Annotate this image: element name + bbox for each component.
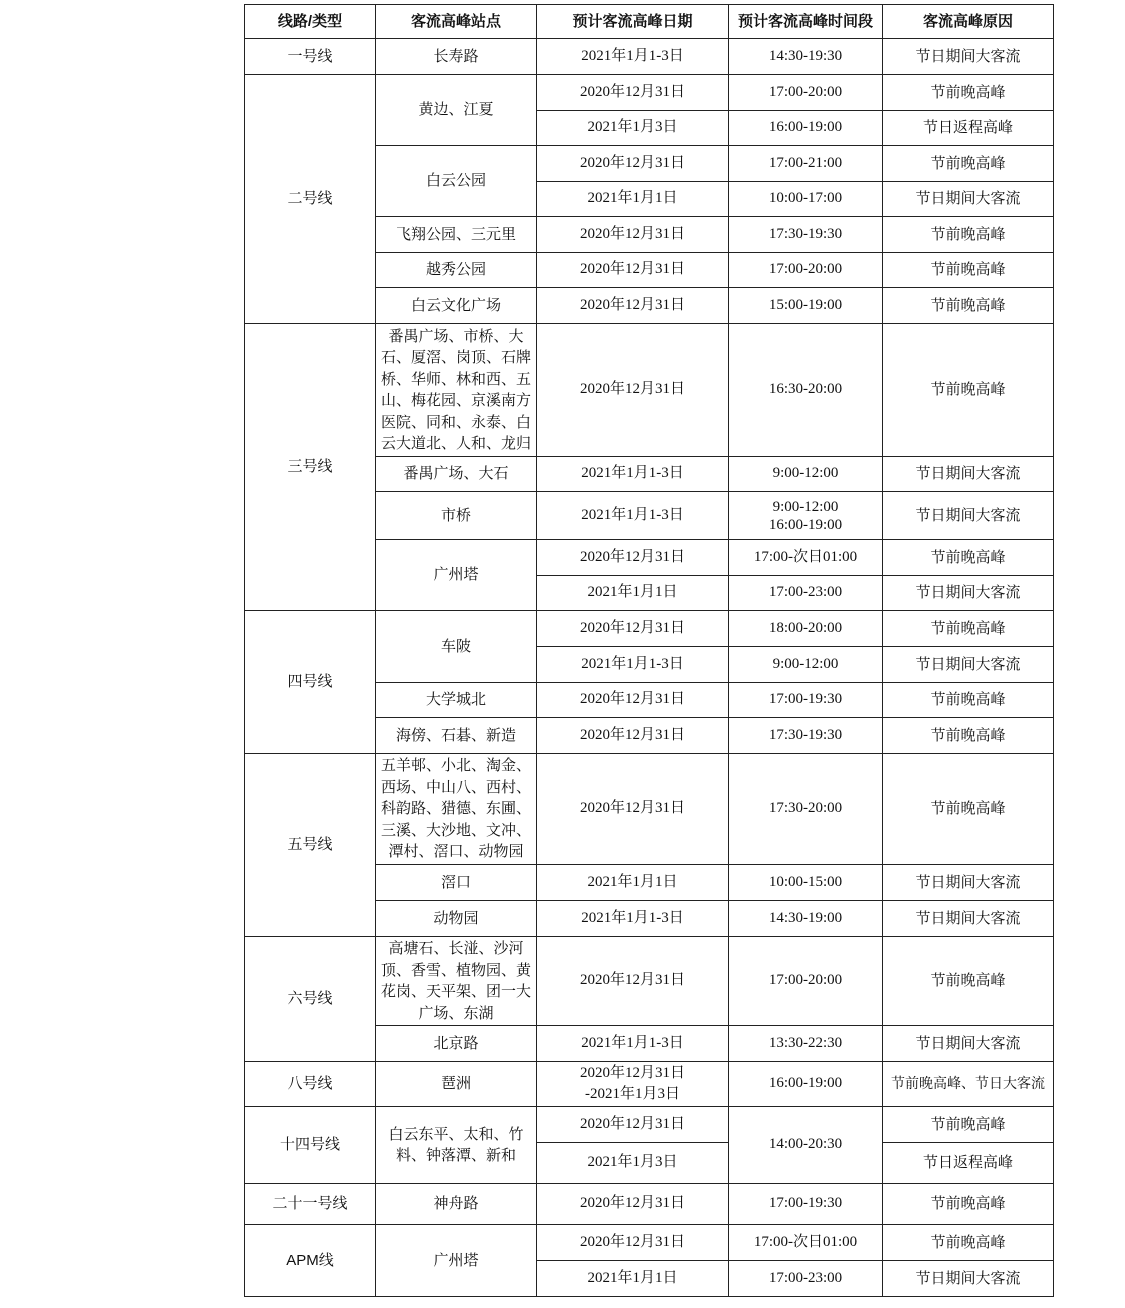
date-cell: 2020年12月31日	[537, 75, 729, 111]
station-cell: 海傍、石碁、新造	[376, 718, 537, 754]
station-cell: 广州塔	[376, 1225, 537, 1297]
date-cell: 2020年12月31日	[537, 718, 729, 754]
line-name: 五号线	[245, 754, 376, 937]
table-row	[245, 611, 1054, 647]
time-cell: 17:00-23:00	[729, 1261, 883, 1297]
line-name: 二号线	[245, 75, 376, 324]
date-cell: 2020年12月31日	[537, 1225, 729, 1261]
date-cell: 2020年12月31日	[537, 217, 729, 253]
date-cell: 2021年1月1-3日	[537, 39, 729, 75]
line-name: 二十一号线	[245, 1184, 376, 1225]
reason-cell: 节日期间大客流	[883, 1261, 1054, 1297]
reason-cell: 节日期间大客流	[883, 182, 1054, 217]
station-cell: 番禺广场、市桥、大 石、厦滘、岗顶、石牌 桥、华师、林和西、五 山、梅花园、京溪南方 医院、同和、永泰、白 云大道北、人和、龙归	[376, 324, 537, 457]
time-cell: 17:00-19:30	[729, 1184, 883, 1225]
reason-cell: 节前晚高峰	[883, 754, 1054, 865]
time-cell: 14:30-19:30	[729, 39, 883, 75]
table-row	[245, 937, 1054, 1026]
time-cell: 13:30-22:30	[729, 1026, 883, 1062]
reason-cell: 节前晚高峰	[883, 611, 1054, 647]
header-time: 预计客流高峰时间段	[729, 5, 883, 39]
table-row	[245, 75, 1054, 111]
time-cell: 9:00-12:00	[729, 647, 883, 683]
station-cell: 车陂	[376, 611, 537, 683]
time-cell: 17:00-19:30	[729, 683, 883, 718]
reason-cell: 节前晚高峰	[883, 324, 1054, 457]
time-cell: 14:00-20:30	[729, 1107, 883, 1184]
date-cell: 2020年12月31日	[537, 324, 729, 457]
reason-cell: 节日期间大客流	[883, 647, 1054, 683]
reason-cell: 节日期间大客流	[883, 865, 1054, 901]
table-row	[245, 1184, 1054, 1225]
line-name: 六号线	[245, 937, 376, 1062]
date-cell: 2020年12月31日	[537, 1107, 729, 1143]
time-cell: 9:00-12:00	[729, 457, 883, 492]
peak-passenger-flow-table	[244, 4, 1054, 1297]
line-name: 一号线	[245, 39, 376, 75]
station-cell: 白云文化广场	[376, 288, 537, 324]
time-cell: 17:30-19:30	[729, 217, 883, 253]
date-cell: 2021年1月3日	[537, 111, 729, 146]
station-cell: 白云公园	[376, 146, 537, 217]
reason-cell: 节日期间大客流	[883, 901, 1054, 937]
header-station: 客流高峰站点	[376, 5, 537, 39]
time-cell: 16:00-19:00	[729, 1062, 883, 1107]
time-cell: 16:30-20:00	[729, 324, 883, 457]
reason-cell: 节前晚高峰	[883, 937, 1054, 1026]
reason-cell: 节前晚高峰	[883, 1107, 1054, 1143]
date-cell: 2021年1月1-3日	[537, 457, 729, 492]
table-row	[245, 1107, 1054, 1143]
time-cell: 17:00-次日01:00	[729, 1225, 883, 1261]
station-cell: 市桥	[376, 492, 537, 540]
date-cell: 2020年12月31日	[537, 937, 729, 1026]
station-cell: 神舟路	[376, 1184, 537, 1225]
date-cell: 2021年1月3日	[537, 1143, 729, 1184]
table-row	[245, 1062, 1054, 1107]
station-cell: 黄边、江夏	[376, 75, 537, 146]
time-cell: 17:30-19:30	[729, 718, 883, 754]
time-cell: 17:00-20:00	[729, 75, 883, 111]
station-cell: 高塘石、长湴、沙河 顶、香雪、植物园、黄 花岗、天平架、团一大 广场、东湖	[376, 937, 537, 1026]
table-header-row	[245, 5, 1054, 39]
station-cell: 越秀公园	[376, 253, 537, 288]
time-cell: 9:00-12:00 16:00-19:00	[729, 492, 883, 540]
time-cell: 17:00-23:00	[729, 576, 883, 611]
time-cell: 17:30-20:00	[729, 754, 883, 865]
time-cell: 18:00-20:00	[729, 611, 883, 647]
date-cell: 2021年1月1日	[537, 865, 729, 901]
reason-cell: 节日期间大客流	[883, 1026, 1054, 1062]
reason-cell: 节前晚高峰	[883, 683, 1054, 718]
date-cell: 2020年12月31日 -2021年1月3日	[537, 1062, 729, 1107]
station-cell: 白云东平、太和、竹 料、钟落潭、新和	[376, 1107, 537, 1184]
date-cell: 2021年1月1-3日	[537, 1026, 729, 1062]
reason-cell: 节前晚高峰、节日大客流	[883, 1062, 1054, 1107]
header-line-type: 线路/类型	[245, 5, 376, 39]
time-cell: 10:00-15:00	[729, 865, 883, 901]
station-cell: 滘口	[376, 865, 537, 901]
reason-cell: 节前晚高峰	[883, 1225, 1054, 1261]
station-cell: 飞翔公园、三元里	[376, 217, 537, 253]
reason-cell: 节前晚高峰	[883, 540, 1054, 576]
station-cell: 动物园	[376, 901, 537, 937]
date-cell: 2021年1月1日	[537, 576, 729, 611]
table-row	[245, 39, 1054, 75]
reason-cell: 节前晚高峰	[883, 146, 1054, 182]
station-cell: 番禺广场、大石	[376, 457, 537, 492]
time-cell: 16:00-19:00	[729, 111, 883, 146]
reason-cell: 节日期间大客流	[883, 492, 1054, 540]
time-cell: 17:00-20:00	[729, 253, 883, 288]
table-row	[245, 1225, 1054, 1261]
table-row	[245, 324, 1054, 457]
station-cell: 长寿路	[376, 39, 537, 75]
date-cell: 2021年1月1日	[537, 1261, 729, 1297]
date-cell: 2021年1月1-3日	[537, 901, 729, 937]
reason-cell: 节日期间大客流	[883, 39, 1054, 75]
time-cell: 17:00-20:00	[729, 937, 883, 1026]
reason-cell: 节日返程高峰	[883, 1143, 1054, 1184]
time-cell: 17:00-21:00	[729, 146, 883, 182]
date-cell: 2021年1月1-3日	[537, 492, 729, 540]
reason-cell: 节日返程高峰	[883, 111, 1054, 146]
table-row	[245, 754, 1054, 865]
time-cell: 17:00-次日01:00	[729, 540, 883, 576]
time-cell: 10:00-17:00	[729, 182, 883, 217]
station-cell: 大学城北	[376, 683, 537, 718]
station-cell: 广州塔	[376, 540, 537, 611]
time-cell: 15:00-19:00	[729, 288, 883, 324]
date-cell: 2020年12月31日	[537, 146, 729, 182]
line-name: 三号线	[245, 324, 376, 611]
reason-cell: 节前晚高峰	[883, 718, 1054, 754]
date-cell: 2020年12月31日	[537, 288, 729, 324]
date-cell: 2020年12月31日	[537, 253, 729, 288]
line-name: 四号线	[245, 611, 376, 754]
station-cell: 五羊邨、小北、淘金、 西场、中山八、西村、 科韵路、猎德、东圃、 三溪、大沙地、文冲、 潭村、滘口、动物园	[376, 754, 537, 865]
reason-cell: 节前晚高峰	[883, 75, 1054, 111]
date-cell: 2021年1月1日	[537, 182, 729, 217]
reason-cell: 节日期间大客流	[883, 576, 1054, 611]
date-cell: 2020年12月31日	[537, 611, 729, 647]
reason-cell: 节前晚高峰	[883, 288, 1054, 324]
date-cell: 2020年12月31日	[537, 1184, 729, 1225]
time-cell: 14:30-19:00	[729, 901, 883, 937]
date-cell: 2021年1月1-3日	[537, 647, 729, 683]
line-name: APM线	[245, 1225, 376, 1297]
station-cell: 北京路	[376, 1026, 537, 1062]
reason-cell: 节前晚高峰	[883, 217, 1054, 253]
reason-cell: 节前晚高峰	[883, 1184, 1054, 1225]
date-cell: 2020年12月31日	[537, 683, 729, 718]
date-cell: 2020年12月31日	[537, 540, 729, 576]
reason-cell: 节日期间大客流	[883, 457, 1054, 492]
line-name: 八号线	[245, 1062, 376, 1107]
line-name: 十四号线	[245, 1107, 376, 1184]
date-cell: 2020年12月31日	[537, 754, 729, 865]
reason-cell: 节前晚高峰	[883, 253, 1054, 288]
header-date: 预计客流高峰日期	[537, 5, 729, 39]
station-cell: 琶洲	[376, 1062, 537, 1107]
header-reason: 客流高峰原因	[883, 5, 1054, 39]
